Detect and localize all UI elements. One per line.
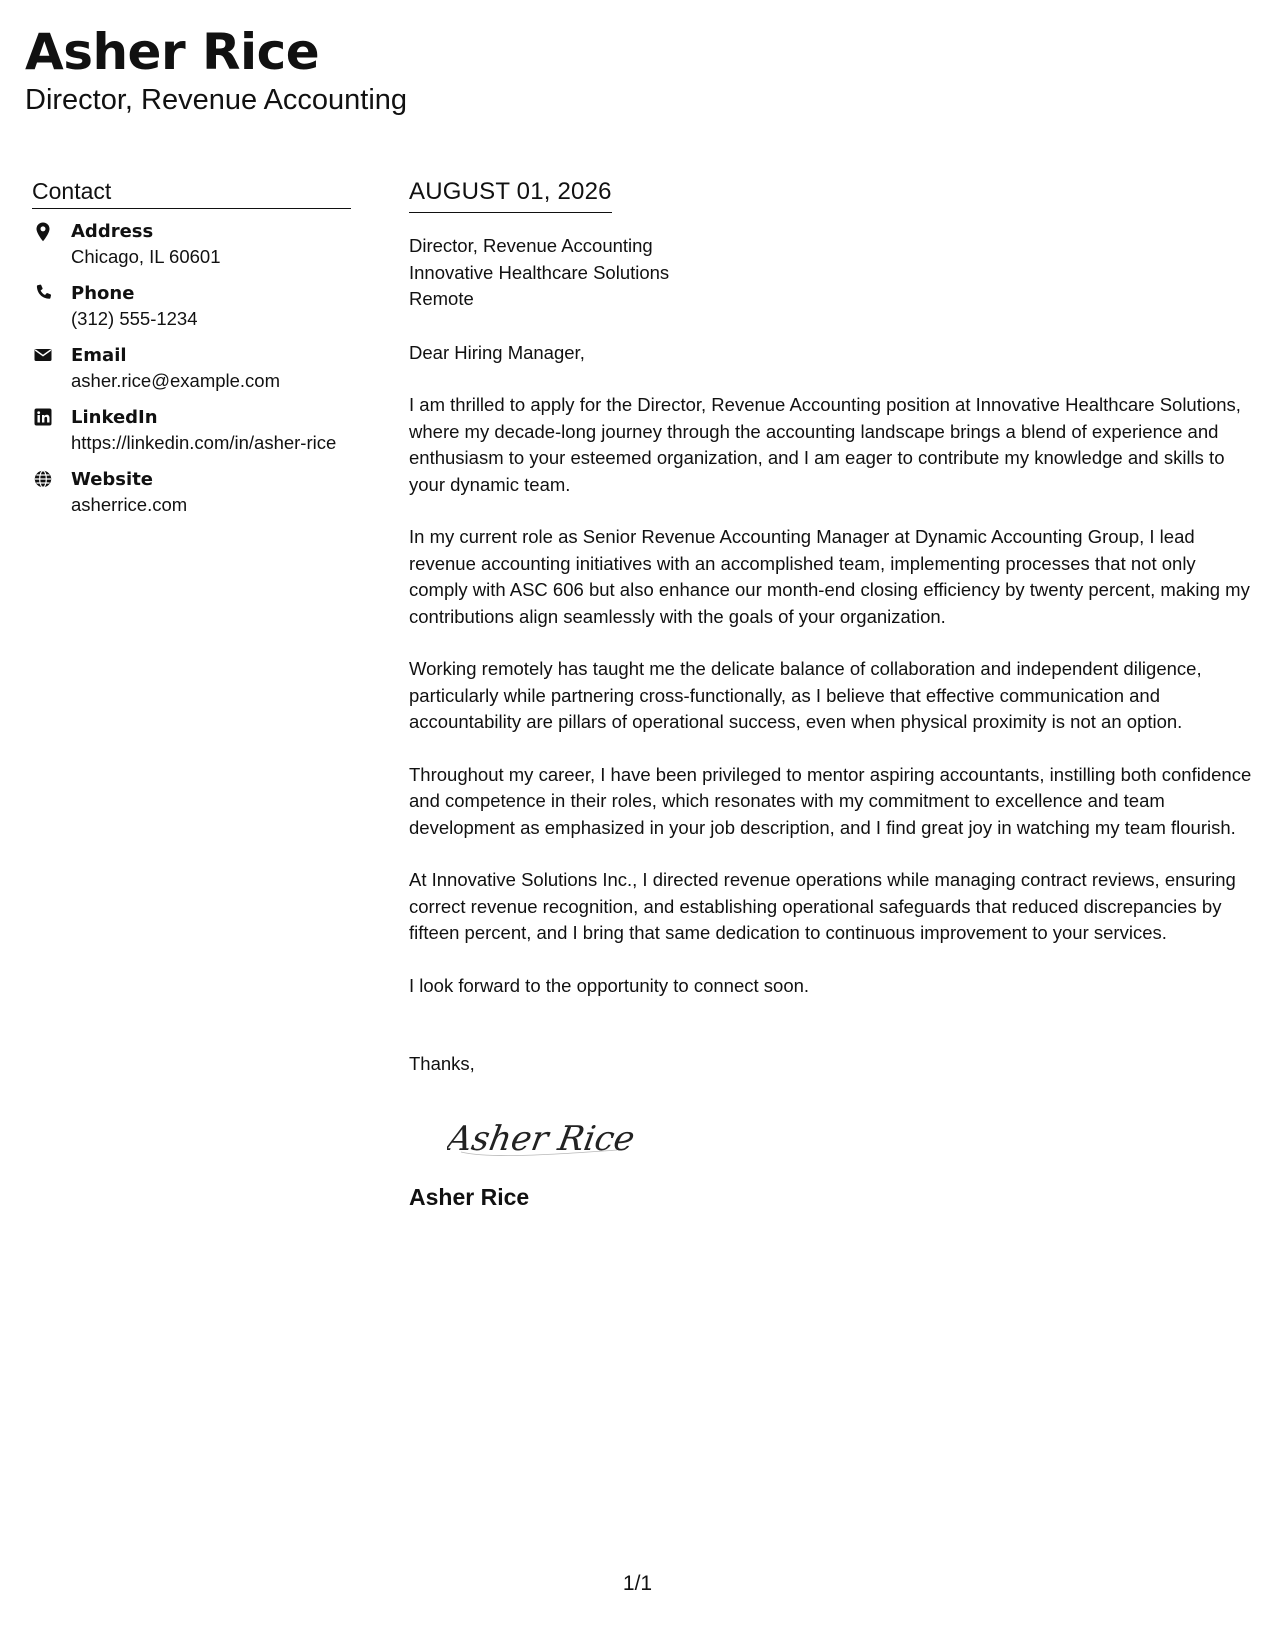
phone-value: (312) 555-1234 bbox=[71, 308, 198, 329]
globe-icon bbox=[34, 470, 52, 488]
recipient-block bbox=[409, 233, 1255, 313]
signed-name: Asher Rice bbox=[409, 1183, 530, 1210]
page-number: 1/1 bbox=[622, 1572, 653, 1595]
recipient-position: Director, Revenue Accounting bbox=[409, 235, 653, 256]
contact-section-title: Contact bbox=[32, 176, 351, 209]
email-value: asher.rice@example.com bbox=[71, 370, 281, 391]
cover-letter-body bbox=[409, 176, 1255, 1212]
contact-item-email bbox=[32, 343, 351, 393]
contact-label: LinkedIn bbox=[71, 407, 158, 428]
body-paragraph: I am thrilled to apply for the Director, Revenue Accounting position at Innovative Healthcare Solutions, where my decade-long journey through the accounting landscape brings a blend of experience and enthusiasm to your esteemed organization, and I am eager to contribute my knowledge and skills to your dynamic team. bbox=[409, 394, 1241, 495]
handwritten-signature bbox=[447, 1108, 1255, 1168]
contact-label: Address bbox=[71, 221, 154, 242]
recipient-company: Innovative Healthcare Solutions bbox=[409, 261, 670, 283]
applicant-headline: Director, Revenue Accounting bbox=[25, 84, 408, 116]
phone-icon bbox=[34, 284, 52, 302]
applicant-name: Asher Rice bbox=[25, 23, 320, 81]
recipient-location: Remote bbox=[409, 288, 474, 309]
contact-label: Phone bbox=[71, 283, 135, 304]
body-paragraph: Throughout my career, I have been privileged to mentor aspiring accountants, instilling both confidence and competence in their roles, which resonates with my commitment to excellence and team development as emphasized in your job description, and I find great joy in watching my team flourish. bbox=[409, 763, 1252, 838]
contact-sidebar bbox=[32, 176, 351, 529]
contact-item-phone bbox=[32, 281, 351, 331]
letter-date: AUGUST 01, 2026 bbox=[409, 176, 612, 213]
contact-label: Website bbox=[71, 469, 154, 490]
contact-label: Email bbox=[71, 345, 127, 366]
address-value: Chicago, IL 60601 bbox=[71, 246, 221, 267]
body-paragraph: Working remotely has taught me the delicate balance of collaboration and independent diligence, particularly while partnering cross-functionally, as I believe that effective communication and accountability are pillars of operational success, even when physical proximity is not an option. bbox=[409, 658, 1202, 732]
map-pin-icon bbox=[34, 222, 52, 240]
body-paragraph: In my current role as Senior Revenue Accounting Manager at Dynamic Accounting Group, I lead revenue accounting initiatives with an accomplished team, implementing processes that not only comply with ASC 606 but also enhance our month-end closing efficiency by twenty percent, making my contributions align seamlessly with the goals of your organization. bbox=[409, 526, 1250, 627]
linkedin-url[interactable]: https://linkedin.com/in/asher-rice bbox=[71, 432, 337, 453]
body-paragraph: At Innovative Solutions Inc., I directed revenue operations while managing contract reviews, ensuring correct revenue recognition, and establishing operational safeguards that reduced discrepancies by fifteen percent, and I bring that same dedication to continuous improvement to your services. bbox=[409, 869, 1236, 943]
signoff: Thanks, bbox=[409, 1053, 475, 1074]
closing-line: I look forward to the opportunity to connect soon. bbox=[409, 974, 810, 996]
signature-text: Asher Rice bbox=[447, 1118, 638, 1159]
envelope-icon bbox=[34, 346, 52, 364]
contact-item-linkedin bbox=[32, 405, 351, 455]
linkedin-icon bbox=[34, 408, 52, 426]
website-url[interactable]: asherrice.com bbox=[71, 494, 188, 515]
letter-greeting: Dear Hiring Manager, bbox=[409, 341, 585, 363]
contact-item-website bbox=[32, 467, 351, 517]
contact-item-address bbox=[32, 219, 351, 269]
